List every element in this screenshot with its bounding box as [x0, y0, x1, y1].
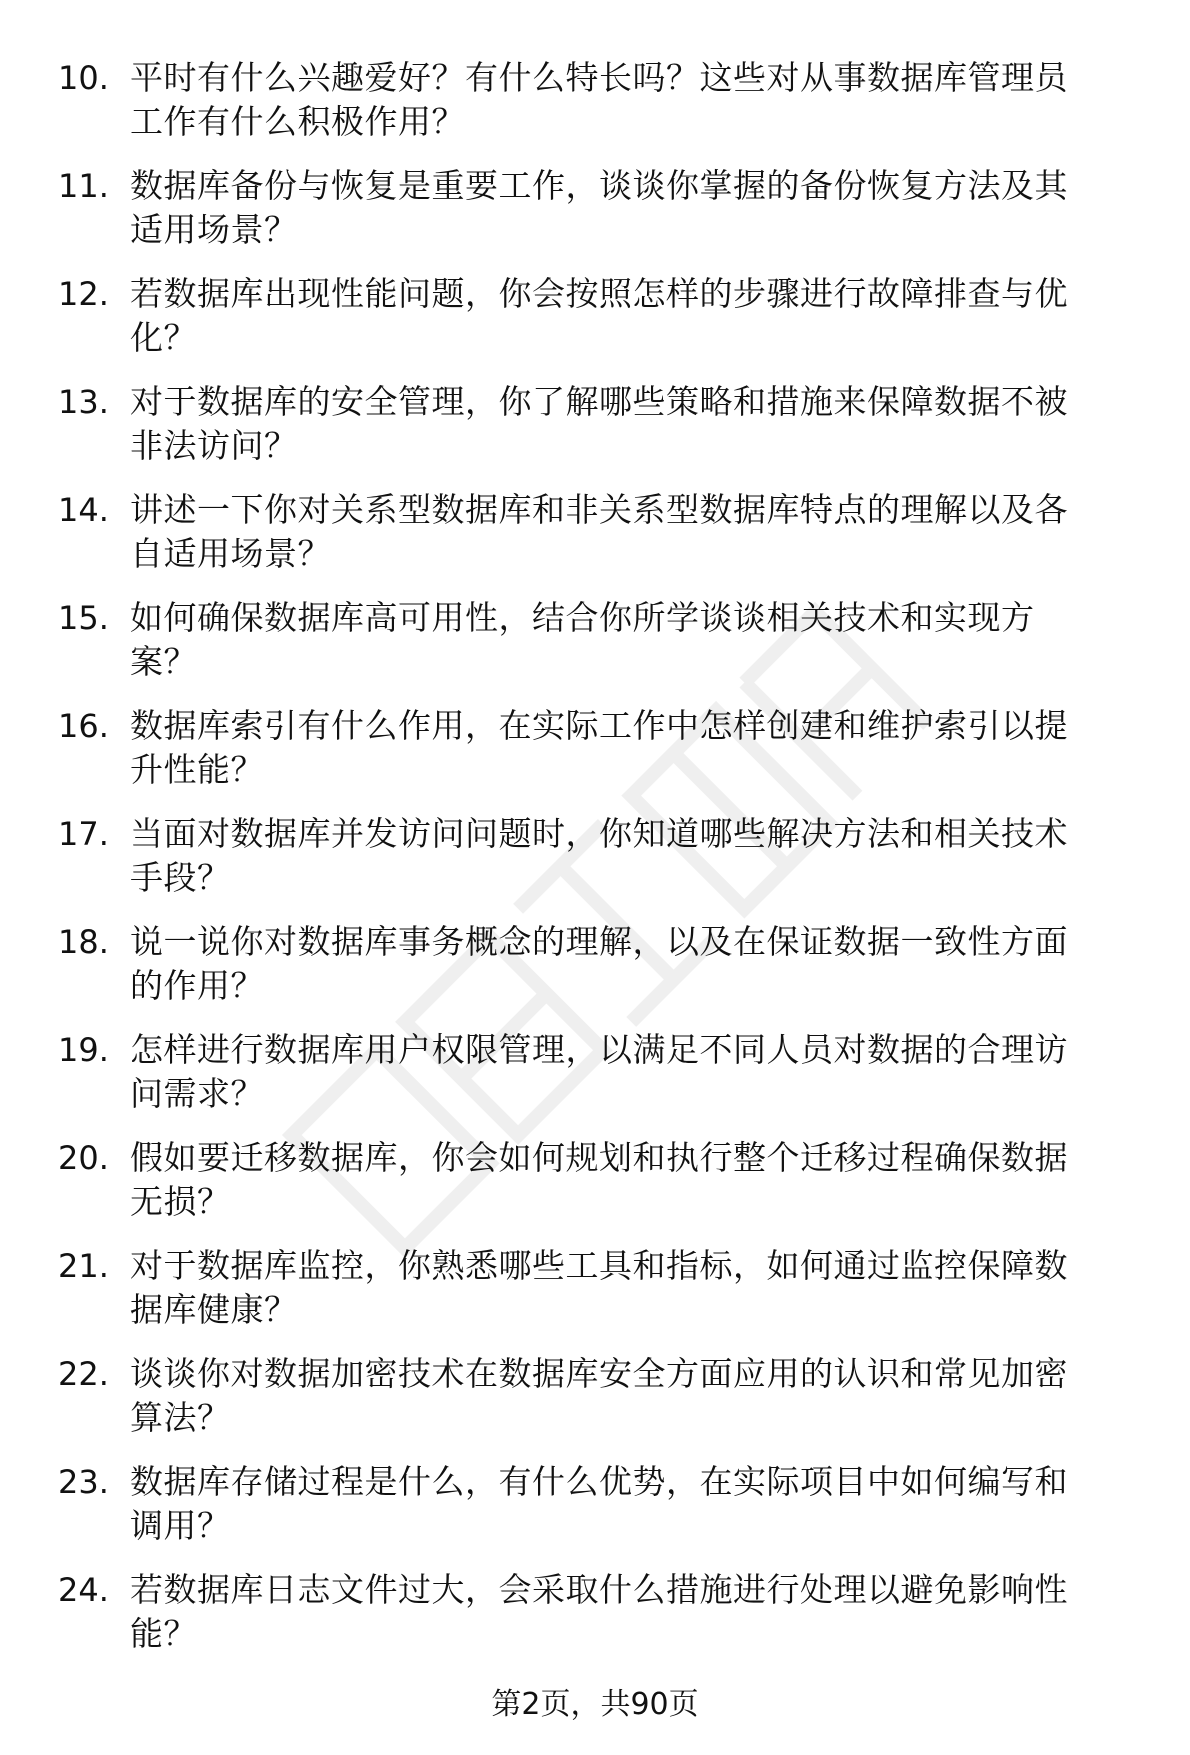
question-number: 23. — [58, 1463, 109, 1501]
question-number: 12. — [58, 275, 109, 313]
list-item — [58, 920, 1148, 1028]
question-text: 对于数据库的安全管理，你了解哪些策略和措施来保障数据不被 非法访问？ — [130, 382, 1068, 465]
list-item — [58, 1028, 1148, 1136]
list-item — [58, 272, 1148, 380]
question-number: 11. — [58, 167, 109, 205]
list-item — [58, 596, 1148, 704]
list-item — [58, 380, 1148, 488]
question-text: 当面对数据库并发访问问题时，你知道哪些解决方法和相关技术 手段？ — [130, 814, 1068, 897]
list-item — [58, 164, 1148, 272]
list-item — [58, 56, 1148, 164]
list-item — [58, 704, 1148, 812]
list-item — [58, 1460, 1148, 1568]
page-footer: 第2页，共90页 — [491, 1687, 699, 1722]
question-text: 数据库索引有什么作用，在实际工作中怎样创建和维护索引以提 升性能？ — [130, 706, 1068, 789]
question-text: 如何确保数据库高可用性，结合你所学谈谈相关技术和实现方 案？ — [130, 598, 1035, 681]
list-item — [58, 1352, 1148, 1460]
question-number: 15. — [58, 599, 109, 637]
question-text: 讲述一下你对关系型数据库和非关系型数据库特点的理解以及各 自适用场景？ — [130, 490, 1068, 573]
question-number: 22. — [58, 1355, 109, 1393]
question-text: 对于数据库监控，你熟悉哪些工具和指标，如何通过监控保障数 据库健康？ — [130, 1246, 1068, 1329]
question-list — [58, 56, 1148, 1676]
question-text: 假如要迁移数据库，你会如何规划和执行整个迁移过程确保数据 无损？ — [130, 1138, 1068, 1221]
question-number: 18. — [58, 923, 109, 961]
question-number: 19. — [58, 1031, 109, 1069]
list-item — [58, 1568, 1148, 1676]
list-item — [58, 1244, 1148, 1352]
question-text: 怎样进行数据库用户权限管理，以满足不同人员对数据的合理访 问需求？ — [130, 1030, 1068, 1113]
question-text: 说一说你对数据库事务概念的理解，以及在保证数据一致性方面 的作用？ — [130, 922, 1068, 1005]
question-text: 谈谈你对数据加密技术在数据库安全方面应用的认识和常见加密 算法？ — [130, 1354, 1068, 1437]
question-text: 若数据库日志文件过大，会采取什么措施进行处理以避免影响性 能？ — [130, 1570, 1068, 1653]
question-text: 若数据库出现性能问题，你会按照怎样的步骤进行故障排查与优 化？ — [130, 274, 1068, 357]
question-number: 21. — [58, 1247, 109, 1285]
question-number: 24. — [58, 1571, 109, 1609]
question-number: 17. — [58, 815, 109, 853]
question-text: 数据库存储过程是什么，有什么优势，在实际项目中如何编写和 调用？ — [130, 1462, 1068, 1545]
question-text: 平时有什么兴趣爱好？有什么特长吗？这些对从事数据库管理员 工作有什么积极作用？ — [130, 58, 1068, 141]
list-item — [58, 1136, 1148, 1244]
question-number: 16. — [58, 707, 109, 745]
question-text: 数据库备份与恢复是重要工作，谈谈你掌握的备份恢复方法及其 适用场景？ — [130, 166, 1068, 249]
list-item — [58, 812, 1148, 920]
list-item — [58, 488, 1148, 596]
question-number: 13. — [58, 383, 109, 421]
question-number: 10. — [58, 59, 109, 97]
question-number: 14. — [58, 491, 109, 529]
question-number: 20. — [58, 1139, 109, 1177]
